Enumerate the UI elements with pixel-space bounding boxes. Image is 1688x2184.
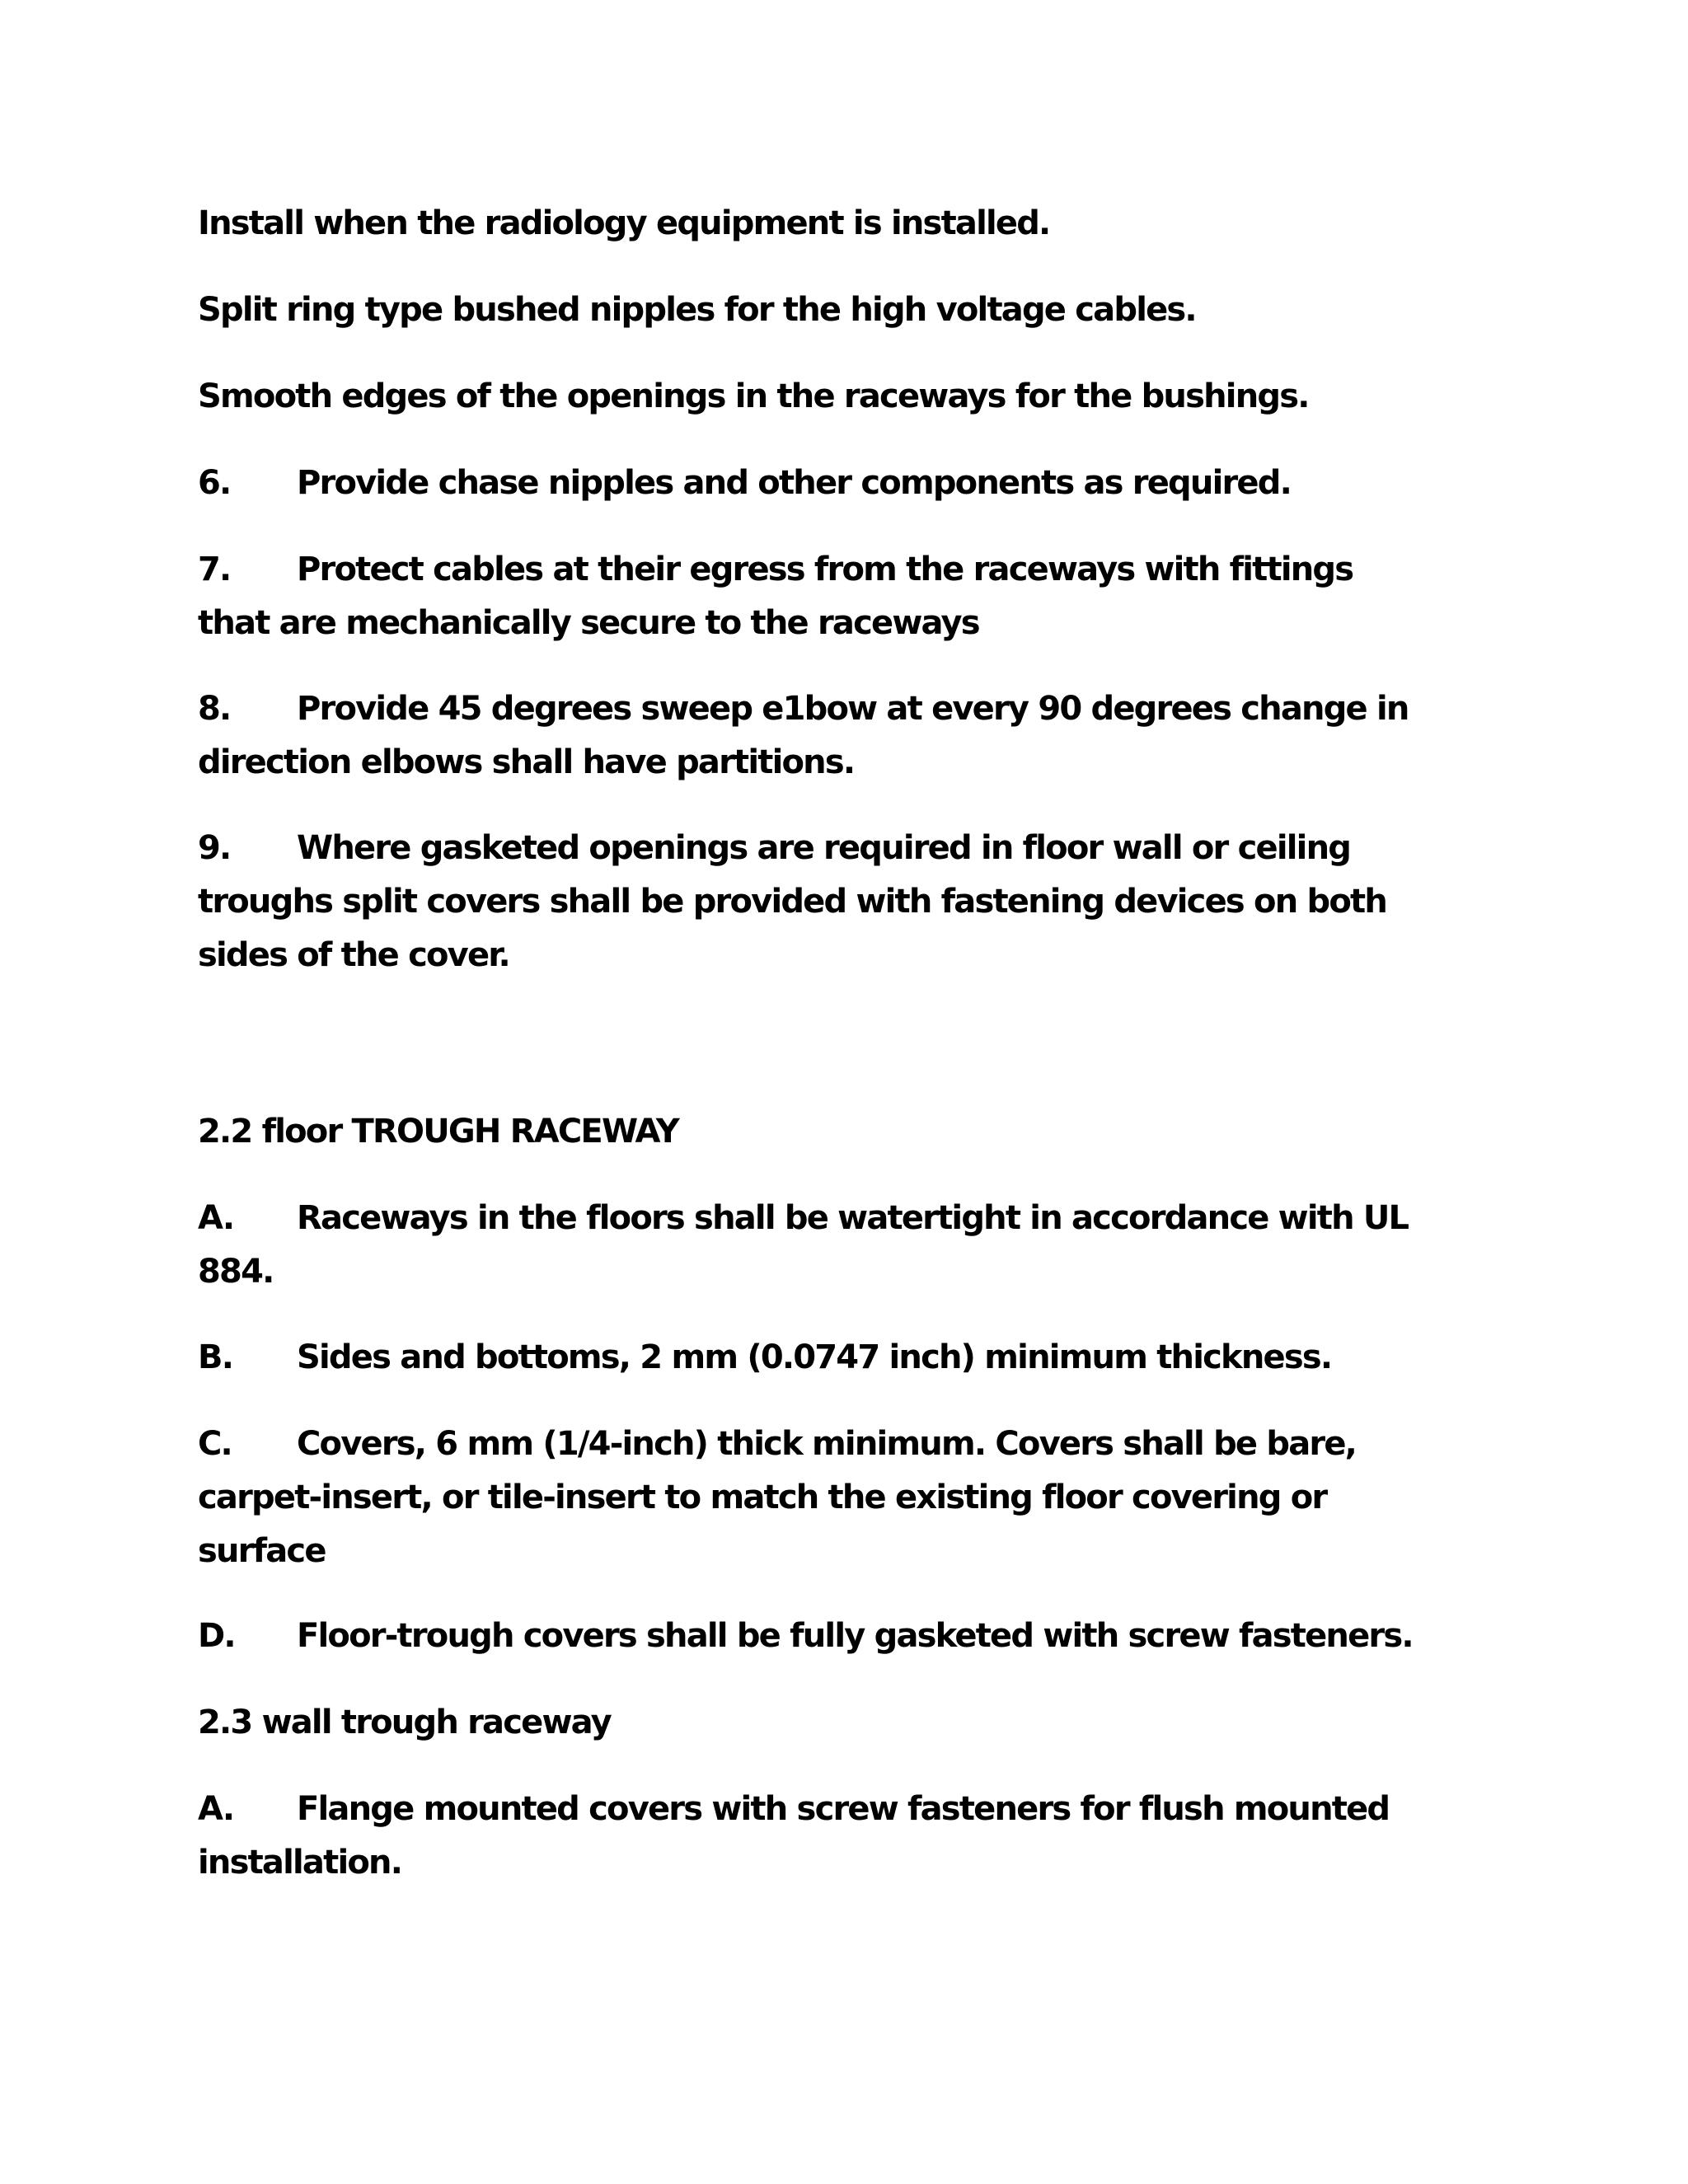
list-item-7 [198,543,1484,650]
text-line [198,543,1484,597]
section-2-2-item-a [198,1192,1484,1299]
item-letter: D. [198,1617,235,1655]
item-text: Sides and bottoms, 2 mm (0.0747 inch) minimum thickness. [297,1338,1332,1376]
heading-text: 2.2 floor TROUGH RACEWAY [198,1113,678,1151]
item-text: Floor-trough covers shall be fully gasketed with screw fasteners. [297,1617,1413,1655]
text-line: Install when the radiology equipment is installed. [198,204,1050,242]
item-letter: B. [198,1338,233,1376]
paragraph-split-ring [198,284,1484,337]
item-letter: C. [198,1425,232,1463]
text-line [198,457,1484,510]
text-line: sides of the cover. [198,936,509,974]
text-line [198,1610,1484,1663]
item-text: Provide chase nipples and other components as required. [297,464,1291,502]
text-line: installation. [198,1844,402,1882]
heading-text: 2.3 wall trough raceway [198,1704,611,1741]
item-letter: A. [198,1790,234,1828]
text-line [198,1418,1484,1471]
text-line [198,1783,1484,1836]
text-line: direction elbows shall have partitions. [198,743,855,781]
item-number: 9. [198,829,231,867]
text-line: carpet-insert, or tile-insert to match the existing floor covering or [198,1479,1327,1516]
text-line: that are mechanically secure to the raceways [198,604,979,642]
text-line: 884. [198,1253,274,1291]
list-item-6 [198,457,1484,510]
item-text: Covers, 6 mm (1/4-inch) thick minimum. Covers shall be bare, [297,1425,1357,1463]
section-2-2-item-b [198,1331,1484,1385]
paragraph-install-note [198,197,1484,251]
item-letter: A. [198,1199,234,1237]
section-2-2-item-d [198,1610,1484,1663]
text-line [198,682,1484,736]
section-heading-2-2 [198,1105,1484,1159]
section-heading-2-3 [198,1696,1484,1750]
text-line: Split ring type bushed nipples for the high voltage cables. [198,291,1196,329]
text-line [198,1192,1484,1245]
item-number: 6. [198,464,231,502]
item-text: Where gasketed openings are required in floor wall or ceiling [297,829,1351,867]
list-item-8 [198,682,1484,790]
text-line: surface [198,1532,326,1570]
item-text: Flange mounted covers with screw fasteners for flush mounted [297,1790,1390,1828]
item-number: 8. [198,690,231,728]
section-2-3-item-a [198,1783,1484,1890]
item-text: Provide 45 degrees sweep e1bow at every 90 degrees change in [297,690,1409,728]
text-line [198,822,1484,875]
text-line: troughs split covers shall be provided with fastening devices on both [198,883,1387,921]
section-2-2-item-c [198,1418,1484,1578]
paragraph-smooth-edges [198,370,1484,424]
text-line [198,1331,1484,1385]
list-item-9 [198,822,1484,982]
item-text: Raceways in the floors shall be watertight in accordance with UL [297,1199,1409,1237]
text-line: Smooth edges of the openings in the raceways for the bushings. [198,377,1309,415]
item-text: Protect cables at their egress from the raceways with fittings [297,551,1353,588]
item-number: 7. [198,551,231,588]
